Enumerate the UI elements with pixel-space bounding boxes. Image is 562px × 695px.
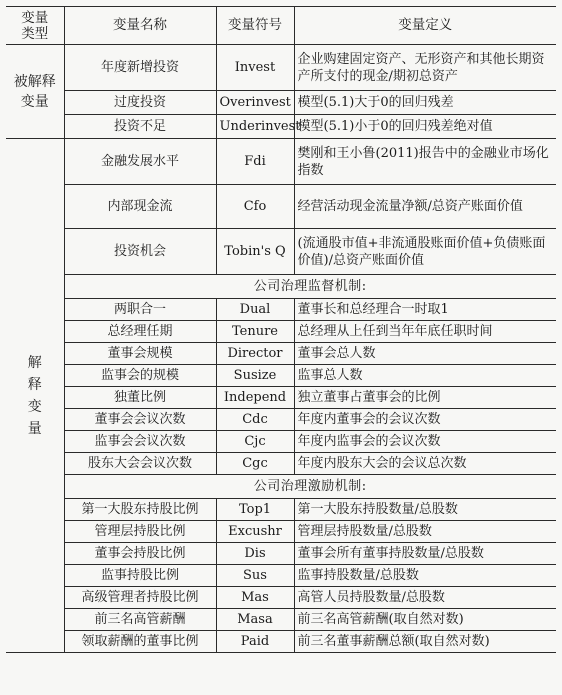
table-row xyxy=(6,453,556,475)
variable-name: 内部现金流 xyxy=(64,185,216,229)
variable-definition-table xyxy=(6,6,556,653)
variable-name: 董事会持股比例 xyxy=(64,543,216,565)
variable-symbol: Excushr xyxy=(216,521,294,543)
variable-symbol: Fdi xyxy=(216,139,294,185)
variable-name: 董事会会议次数 xyxy=(64,409,216,431)
variable-symbol: Independ xyxy=(216,387,294,409)
table-row xyxy=(6,431,556,453)
header-variable-name: 变量名称 xyxy=(64,7,216,45)
group-explanatory-char-4: 量 xyxy=(27,420,42,437)
variable-definition: 模型(5.1)大于0的回归残差 xyxy=(294,91,556,115)
variable-name: 年度新增投资 xyxy=(64,45,216,91)
group-explained-line1: 被解释 xyxy=(13,73,56,90)
variable-definition: 年度内董事会的会议次数 xyxy=(294,409,556,431)
variable-symbol: Tobin's Q xyxy=(216,229,294,275)
section-row-incentive xyxy=(6,475,556,499)
variable-definition: 董事会总人数 xyxy=(294,343,556,365)
group-explained-line2: 变量 xyxy=(20,93,49,110)
variable-name: 前三名高管薪酬 xyxy=(64,609,216,631)
variable-symbol: Underinvest xyxy=(216,115,294,139)
variable-name: 两职合一 xyxy=(64,299,216,321)
table-row xyxy=(6,499,556,521)
variable-symbol: Mas xyxy=(216,587,294,609)
table-row xyxy=(6,343,556,365)
variable-symbol: Cgc xyxy=(216,453,294,475)
variable-definition: 总经理从上任到当年年底任职时间 xyxy=(294,321,556,343)
group-explanatory-char-1: 解 xyxy=(27,354,42,371)
table-row xyxy=(6,387,556,409)
variable-symbol: Cjc xyxy=(216,431,294,453)
table-row xyxy=(6,631,556,653)
variable-name: 监事会的规模 xyxy=(64,365,216,387)
group-explanatory-variables xyxy=(6,139,64,653)
table-row xyxy=(6,565,556,587)
variable-symbol: Director xyxy=(216,343,294,365)
table-row xyxy=(6,609,556,631)
table-row xyxy=(6,587,556,609)
variable-definition: 管理层持股数量/总股数 xyxy=(294,521,556,543)
variable-definition: (流通股市值+非流通股账面价值+负债账面价值)/总资产账面价值 xyxy=(294,229,556,275)
variable-name: 领取薪酬的董事比例 xyxy=(64,631,216,653)
variable-definition: 前三名董事薪酬总额(取自然对数) xyxy=(294,631,556,653)
variable-symbol: Cfo xyxy=(216,185,294,229)
header-type-line1: 变量 xyxy=(21,9,49,26)
variable-definition: 董事长和总经理合一时取1 xyxy=(294,299,556,321)
table-row xyxy=(6,91,556,115)
variable-symbol: Masa xyxy=(216,609,294,631)
variable-symbol: Dual xyxy=(216,299,294,321)
section-title-incentive: 公司治理激励机制: xyxy=(64,475,556,499)
table-row xyxy=(6,45,556,91)
table-row xyxy=(6,365,556,387)
header-variable-symbol: 变量符号 xyxy=(216,7,294,45)
variable-definition-table-container xyxy=(6,6,556,653)
section-row-supervision xyxy=(6,275,556,299)
variable-definition: 高管人员持股数量/总股数 xyxy=(294,587,556,609)
variable-symbol: Tenure xyxy=(216,321,294,343)
variable-name: 股东大会会议次数 xyxy=(64,453,216,475)
group-explanatory-char-2: 释 xyxy=(27,376,42,393)
variable-symbol: Dis xyxy=(216,543,294,565)
table-row xyxy=(6,299,556,321)
variable-name: 监事持股比例 xyxy=(64,565,216,587)
header-variable-type xyxy=(6,7,64,45)
variable-name: 高级管理者持股比例 xyxy=(64,587,216,609)
variable-definition: 经营活动现金流量净额/总资产账面价值 xyxy=(294,185,556,229)
table-row xyxy=(6,521,556,543)
variable-name: 第一大股东持股比例 xyxy=(64,499,216,521)
table-row xyxy=(6,139,556,185)
variable-name: 投资不足 xyxy=(64,115,216,139)
section-title-supervision: 公司治理监督机制: xyxy=(64,275,556,299)
variable-definition: 企业购建固定资产、无形资产和其他长期资产所支付的现金/期初总资产 xyxy=(294,45,556,91)
variable-definition: 董事会所有董事持股数量/总股数 xyxy=(294,543,556,565)
table-row xyxy=(6,321,556,343)
group-explained-variables xyxy=(6,45,64,139)
variable-name: 管理层持股比例 xyxy=(64,521,216,543)
variable-name: 投资机会 xyxy=(64,229,216,275)
table-row xyxy=(6,409,556,431)
variable-definition: 第一大股东持股数量/总股数 xyxy=(294,499,556,521)
variable-definition: 监事持股数量/总股数 xyxy=(294,565,556,587)
variable-symbol: Paid xyxy=(216,631,294,653)
variable-symbol: Top1 xyxy=(216,499,294,521)
variable-name: 监事会会议次数 xyxy=(64,431,216,453)
variable-definition: 樊刚和王小鲁(2011)报告中的金融业市场化指数 xyxy=(294,139,556,185)
variable-definition: 前三名高管薪酬(取自然对数) xyxy=(294,609,556,631)
table-row xyxy=(6,185,556,229)
variable-name: 总经理任期 xyxy=(64,321,216,343)
variable-symbol: Cdc xyxy=(216,409,294,431)
variable-definition: 年度内股东大会的会议总次数 xyxy=(294,453,556,475)
variable-name: 金融发展水平 xyxy=(64,139,216,185)
group-explanatory-char-3: 变 xyxy=(27,398,42,415)
variable-symbol: Invest xyxy=(216,45,294,91)
variable-symbol: Susize xyxy=(216,365,294,387)
table-row xyxy=(6,229,556,275)
variable-definition: 年度内监事会的会议次数 xyxy=(294,431,556,453)
variable-name: 董事会规模 xyxy=(64,343,216,365)
variable-definition: 模型(5.1)小于0的回归残差绝对值 xyxy=(294,115,556,139)
header-variable-definition: 变量定义 xyxy=(294,7,556,45)
header-row xyxy=(6,7,556,45)
variable-symbol: Overinvest xyxy=(216,91,294,115)
table-row xyxy=(6,115,556,139)
variable-definition: 监事总人数 xyxy=(294,365,556,387)
header-type-line2: 类型 xyxy=(21,25,49,42)
table-row xyxy=(6,543,556,565)
variable-definition: 独立董事占董事会的比例 xyxy=(294,387,556,409)
variable-name: 过度投资 xyxy=(64,91,216,115)
variable-symbol: Sus xyxy=(216,565,294,587)
variable-name: 独董比例 xyxy=(64,387,216,409)
